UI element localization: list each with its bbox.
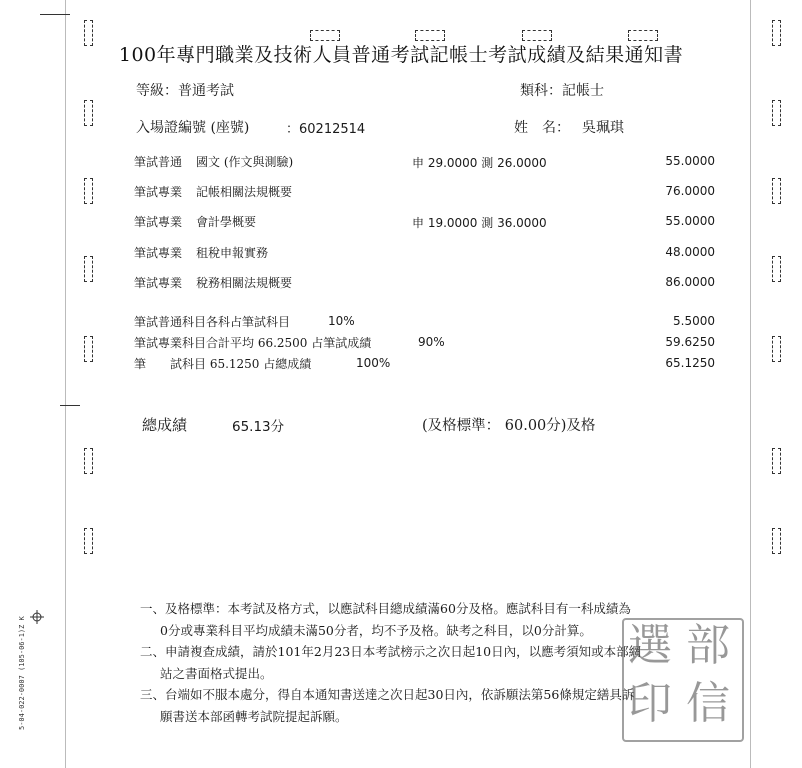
subject-type: 筆試普通 — [134, 155, 183, 169]
category-label: 類科：記帳士 — [520, 83, 604, 99]
subject-name: 會計學概要 — [196, 215, 257, 229]
note-number: 二、 — [140, 644, 166, 659]
summary-score: 59.6250 — [665, 335, 715, 349]
summary-percent: 90% — [418, 335, 445, 349]
note-line: 申請複查成績，請於101年2月23日本考試榜示之次日起10日內，以應考須知或本部網 — [165, 644, 642, 659]
subject-name: 國文 (作文與測驗) — [196, 155, 294, 169]
subject-type: 筆試專業 — [134, 276, 183, 290]
summary-percent: 100% — [356, 356, 391, 370]
subject-score: 76.0000 — [665, 184, 715, 198]
subject-detail: 申 19.0000 測 36.0000 — [412, 216, 547, 230]
summary-label: 筆 試科目 65.1250 占總成績 — [134, 357, 312, 371]
subject-score: 48.0000 — [665, 245, 715, 259]
admission-number: ：60212514 — [286, 122, 366, 137]
admission-label: 入場證編號 (座號) — [136, 120, 250, 136]
summary-label: 筆試專業科目合計平均 66.2500 占筆試成績 — [134, 336, 372, 350]
subject-name: 稅務相關法規概要 — [196, 276, 293, 290]
note-number: 一、 — [140, 601, 166, 616]
level-label: 等級：普通考試 — [136, 83, 234, 99]
note-line: 台端如不服本處分，得自本通知書送達之次日起30日內，依訴願法第56條規定繕具訴 — [165, 687, 635, 702]
note-line: 0分或專業科目平均成績未滿50分者，均不予及格。缺考之科目，以0分計算。 — [160, 622, 592, 638]
examinee-name: 吳珮琪 — [582, 120, 624, 136]
subject-type: 筆試專業 — [134, 246, 183, 260]
form-code: 5-04-022-0007 (105-06-1)Z K — [18, 616, 26, 730]
subject-score: 86.0000 — [665, 275, 715, 289]
note-number: 三、 — [140, 687, 166, 702]
subject-name: 租稅申報實務 — [196, 246, 269, 260]
subject-type: 筆試專業 — [134, 185, 183, 199]
subject-name: 記帳相關法規概要 — [196, 185, 293, 199]
registration-mark-icon — [30, 610, 44, 624]
subject-score: 55.0000 — [665, 214, 715, 228]
subject-type: 筆試專業 — [134, 215, 183, 229]
summary-score: 65.1250 — [665, 356, 715, 370]
total-score: 65.13分 — [232, 419, 285, 435]
note-line: 願書送本部函轉考試院提起訴願。 — [160, 708, 348, 724]
subject-detail: 申 29.0000 測 26.0000 — [412, 156, 547, 170]
note-line: 及格標準：本考試及格方式，以應試科目總成績滿60分及格。應試科目有一科成績為 — [165, 601, 631, 616]
total-label: 總成績 — [142, 416, 188, 434]
official-seal: 選 部 印 信 — [622, 618, 744, 742]
summary-percent: 10% — [328, 314, 355, 328]
pass-status: (及格標準： 60.00分)及格 — [422, 418, 596, 434]
subject-score: 55.0000 — [665, 154, 715, 168]
summary-label: 筆試普通科目各科占筆試科目 — [134, 315, 291, 329]
summary-score: 5.5000 — [673, 314, 715, 328]
note-line: 站之書面格式提出。 — [160, 665, 273, 681]
name-label: 姓 名： — [514, 120, 570, 136]
document-title: 100年專門職業及技術人員普通考試記帳士考試成績及結果通知書 — [118, 44, 684, 66]
